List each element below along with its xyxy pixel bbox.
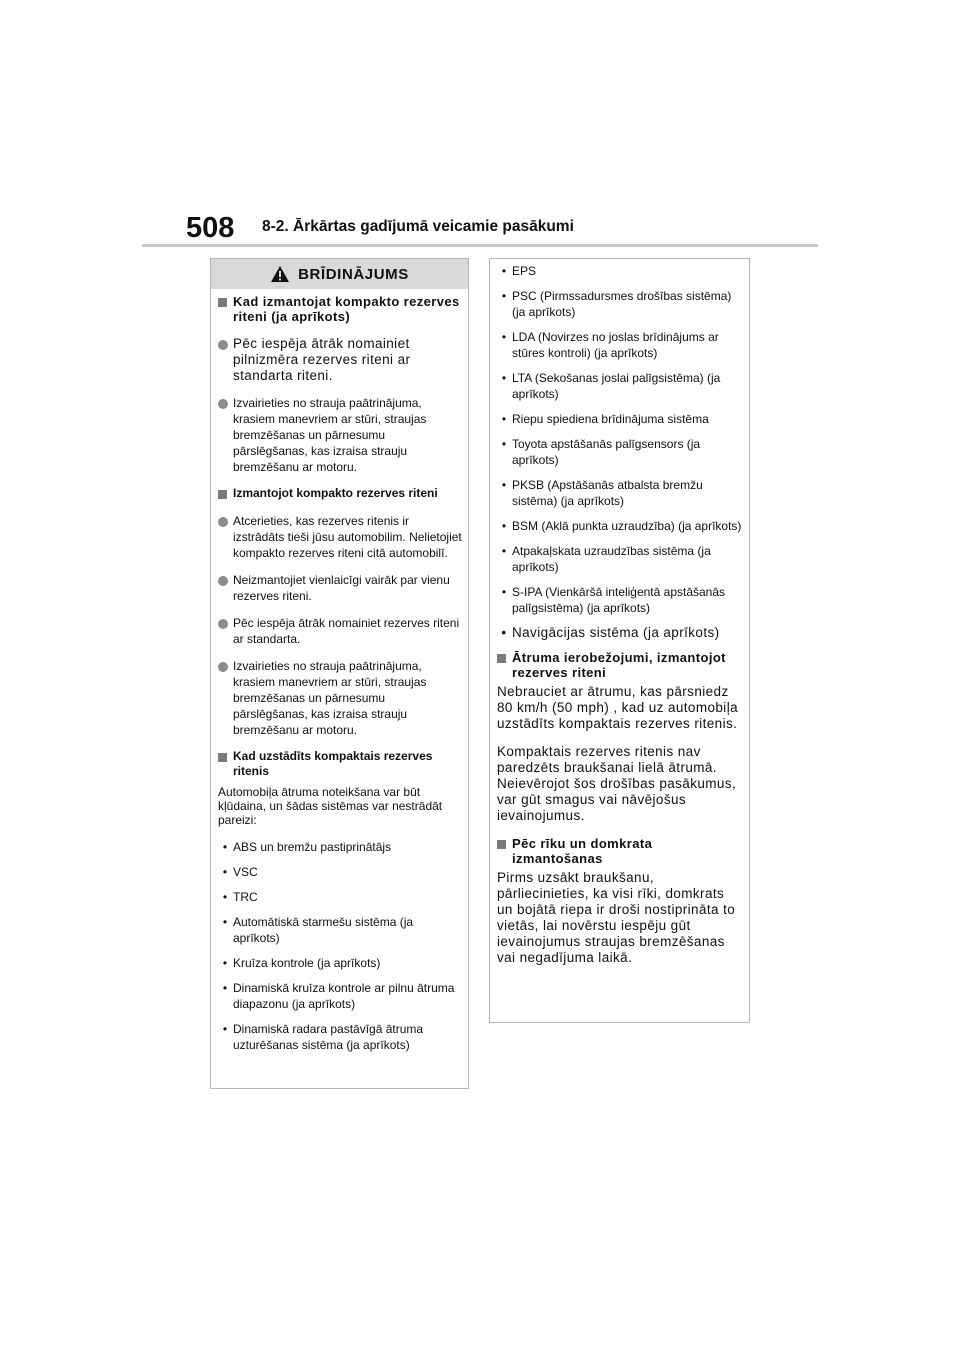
list-item: • Kruīza kontrole (ja aprīkots) (222, 956, 381, 970)
list-item: • PKSB (Apstāšanās atbalsta bremžu sistēma) (ja aprīkots) (501, 478, 703, 508)
list-item: • PSC (Pirmssadursmes drošības sistēma) (ja aprīkots) (501, 289, 732, 319)
circle-bullet-icon (218, 340, 228, 350)
list-item: • BSM (Aklā punkta uzraudzība) (ja aprīkots) (501, 519, 742, 533)
circle-bullet-icon (218, 399, 228, 409)
warning-panel-right (489, 258, 750, 1023)
subheading: Kad izmantojat kompakto rezerves riteni (ja aprīkots) (217, 294, 462, 324)
list-item: • LTA (Sekošanas joslai palīgsistēma) (ja aprīkots) (501, 371, 721, 401)
list-item: • Dinamiskā radara pastāvīgā ātruma uzturēšanas sistēma (ja aprīkots) (222, 1022, 424, 1052)
list-item: Atcerieties, kas rezerves ritenis ir izstrādāts tieši jūsu automobilim. Nelietojiet kompakto rezerves riteni citā automobilī. (217, 513, 462, 561)
paragraph: Nebrauciet ar ātrumu, kas pārsniedz 80 km/h (50 mph) , kad uz automobiļa uzstādīts kompaktais rezerves ritenis. (497, 684, 739, 731)
paragraph: Automobiļa ātruma noteikšana var būt kļūdaina, un šādas sistēmas var nestrādāt pareizi: (218, 785, 443, 827)
square-bullet-icon (218, 753, 227, 762)
system-list (217, 839, 462, 1053)
subheading: Izmantojot kompakto rezerves riteni (217, 486, 462, 501)
list-item: • TRC (222, 890, 258, 904)
circle-bullet-icon (218, 517, 228, 527)
list-item: Izvairieties no strauja paātrinājuma, krasiem manevriem ar stūri, straujas bremzēšanas un pārnesumu pārslēgšanas, kas izraisa strauju bremzēšanu ar motoru. (217, 395, 462, 475)
circle-bullet-icon (218, 619, 228, 629)
list-item: • ABS un bremžu pastiprinātājs (222, 840, 392, 854)
warning-title: BRĪDINĀJUMS (298, 265, 409, 283)
list-item: • S-IPA (Vienkāršā inteliģentā apstāšanās palīgsistēma) (ja aprīkots) (501, 585, 726, 615)
list-item: • EPS (501, 264, 537, 278)
circle-bullet-icon (218, 576, 228, 586)
list-item: • LDA (Novirzes no joslas brīdinājums ar stūres kontroli) (ja aprīkots) (501, 330, 719, 360)
warning-triangle-icon (270, 265, 290, 283)
section-title: 8-2. Ārkārtas gadījumā veicamie pasākumi (262, 218, 574, 235)
warning-header (211, 259, 468, 289)
system-list-continued (496, 263, 743, 641)
paragraph: Pirms uzsākt braukšanu, pārliecinieties, ka visi rīki, domkrats un bojātā riepa ir droši nostiprināta to vietās, lai novērstu iespēju gūt ievainojumus straujas bremzēšanas vai negadījuma laikā. (497, 870, 736, 965)
list-item: Pēc iespēja ātrāk nomainiet pilnizmēra rezerves riteni ar standarta riteni. (217, 336, 462, 384)
list-item: Izvairieties no strauja paātrinājuma, krasiem manevriem ar stūri, straujas bremzēšanas un pārnesumu pārslēgšanas, kas izraisa strauju bremzēšanu ar motoru. (217, 658, 462, 738)
list-item: • Navigācijas sistēma (ja aprīkots) (501, 625, 720, 640)
list-item: • Automātiskā starmešu sistēma (ja aprīkots) (222, 915, 414, 945)
list-item: Pēc iespēja ātrāk nomainiet rezerves riteni ar standarta. (217, 615, 462, 647)
list-item: • Dinamiskā kruīza kontrole ar pilnu ātruma diapazonu (ja aprīkots) (222, 981, 455, 1011)
square-bullet-icon (497, 840, 506, 849)
list-item: • VSC (222, 865, 258, 879)
subheading: Pēc rīku un domkrata izmantošanas (496, 836, 743, 866)
page-number: 508 (186, 212, 235, 244)
circle-bullet-icon (218, 662, 228, 672)
list-item: • Toyota apstāšanās palīgsensors (ja aprīkots) (501, 437, 701, 467)
list-item: Neizmantojiet vienlaicīgi vairāk par vienu rezerves riteni. (217, 572, 462, 604)
subheading: Kad uzstādīts kompaktais rezerves ritenis (217, 749, 462, 779)
warning-panel-left (210, 258, 469, 1089)
square-bullet-icon (497, 654, 506, 663)
square-bullet-icon (218, 298, 227, 307)
subheading: Ātruma ierobežojumi, izmantojot rezerves riteni (496, 650, 743, 680)
header-divider (142, 244, 818, 247)
list-item: • Atpakaļskata uzraudzības sistēma (ja aprīkots) (501, 544, 711, 574)
paragraph: Kompaktais rezerves ritenis nav paredzēts braukšanai lielā ātrumā. Neievērojot šos drošības pasākumus, var gūt smagus vai nāvējošus ievainojumus. (497, 744, 737, 823)
square-bullet-icon (218, 490, 227, 499)
list-item: • Riepu spiediena brīdinājuma sistēma (501, 412, 709, 426)
